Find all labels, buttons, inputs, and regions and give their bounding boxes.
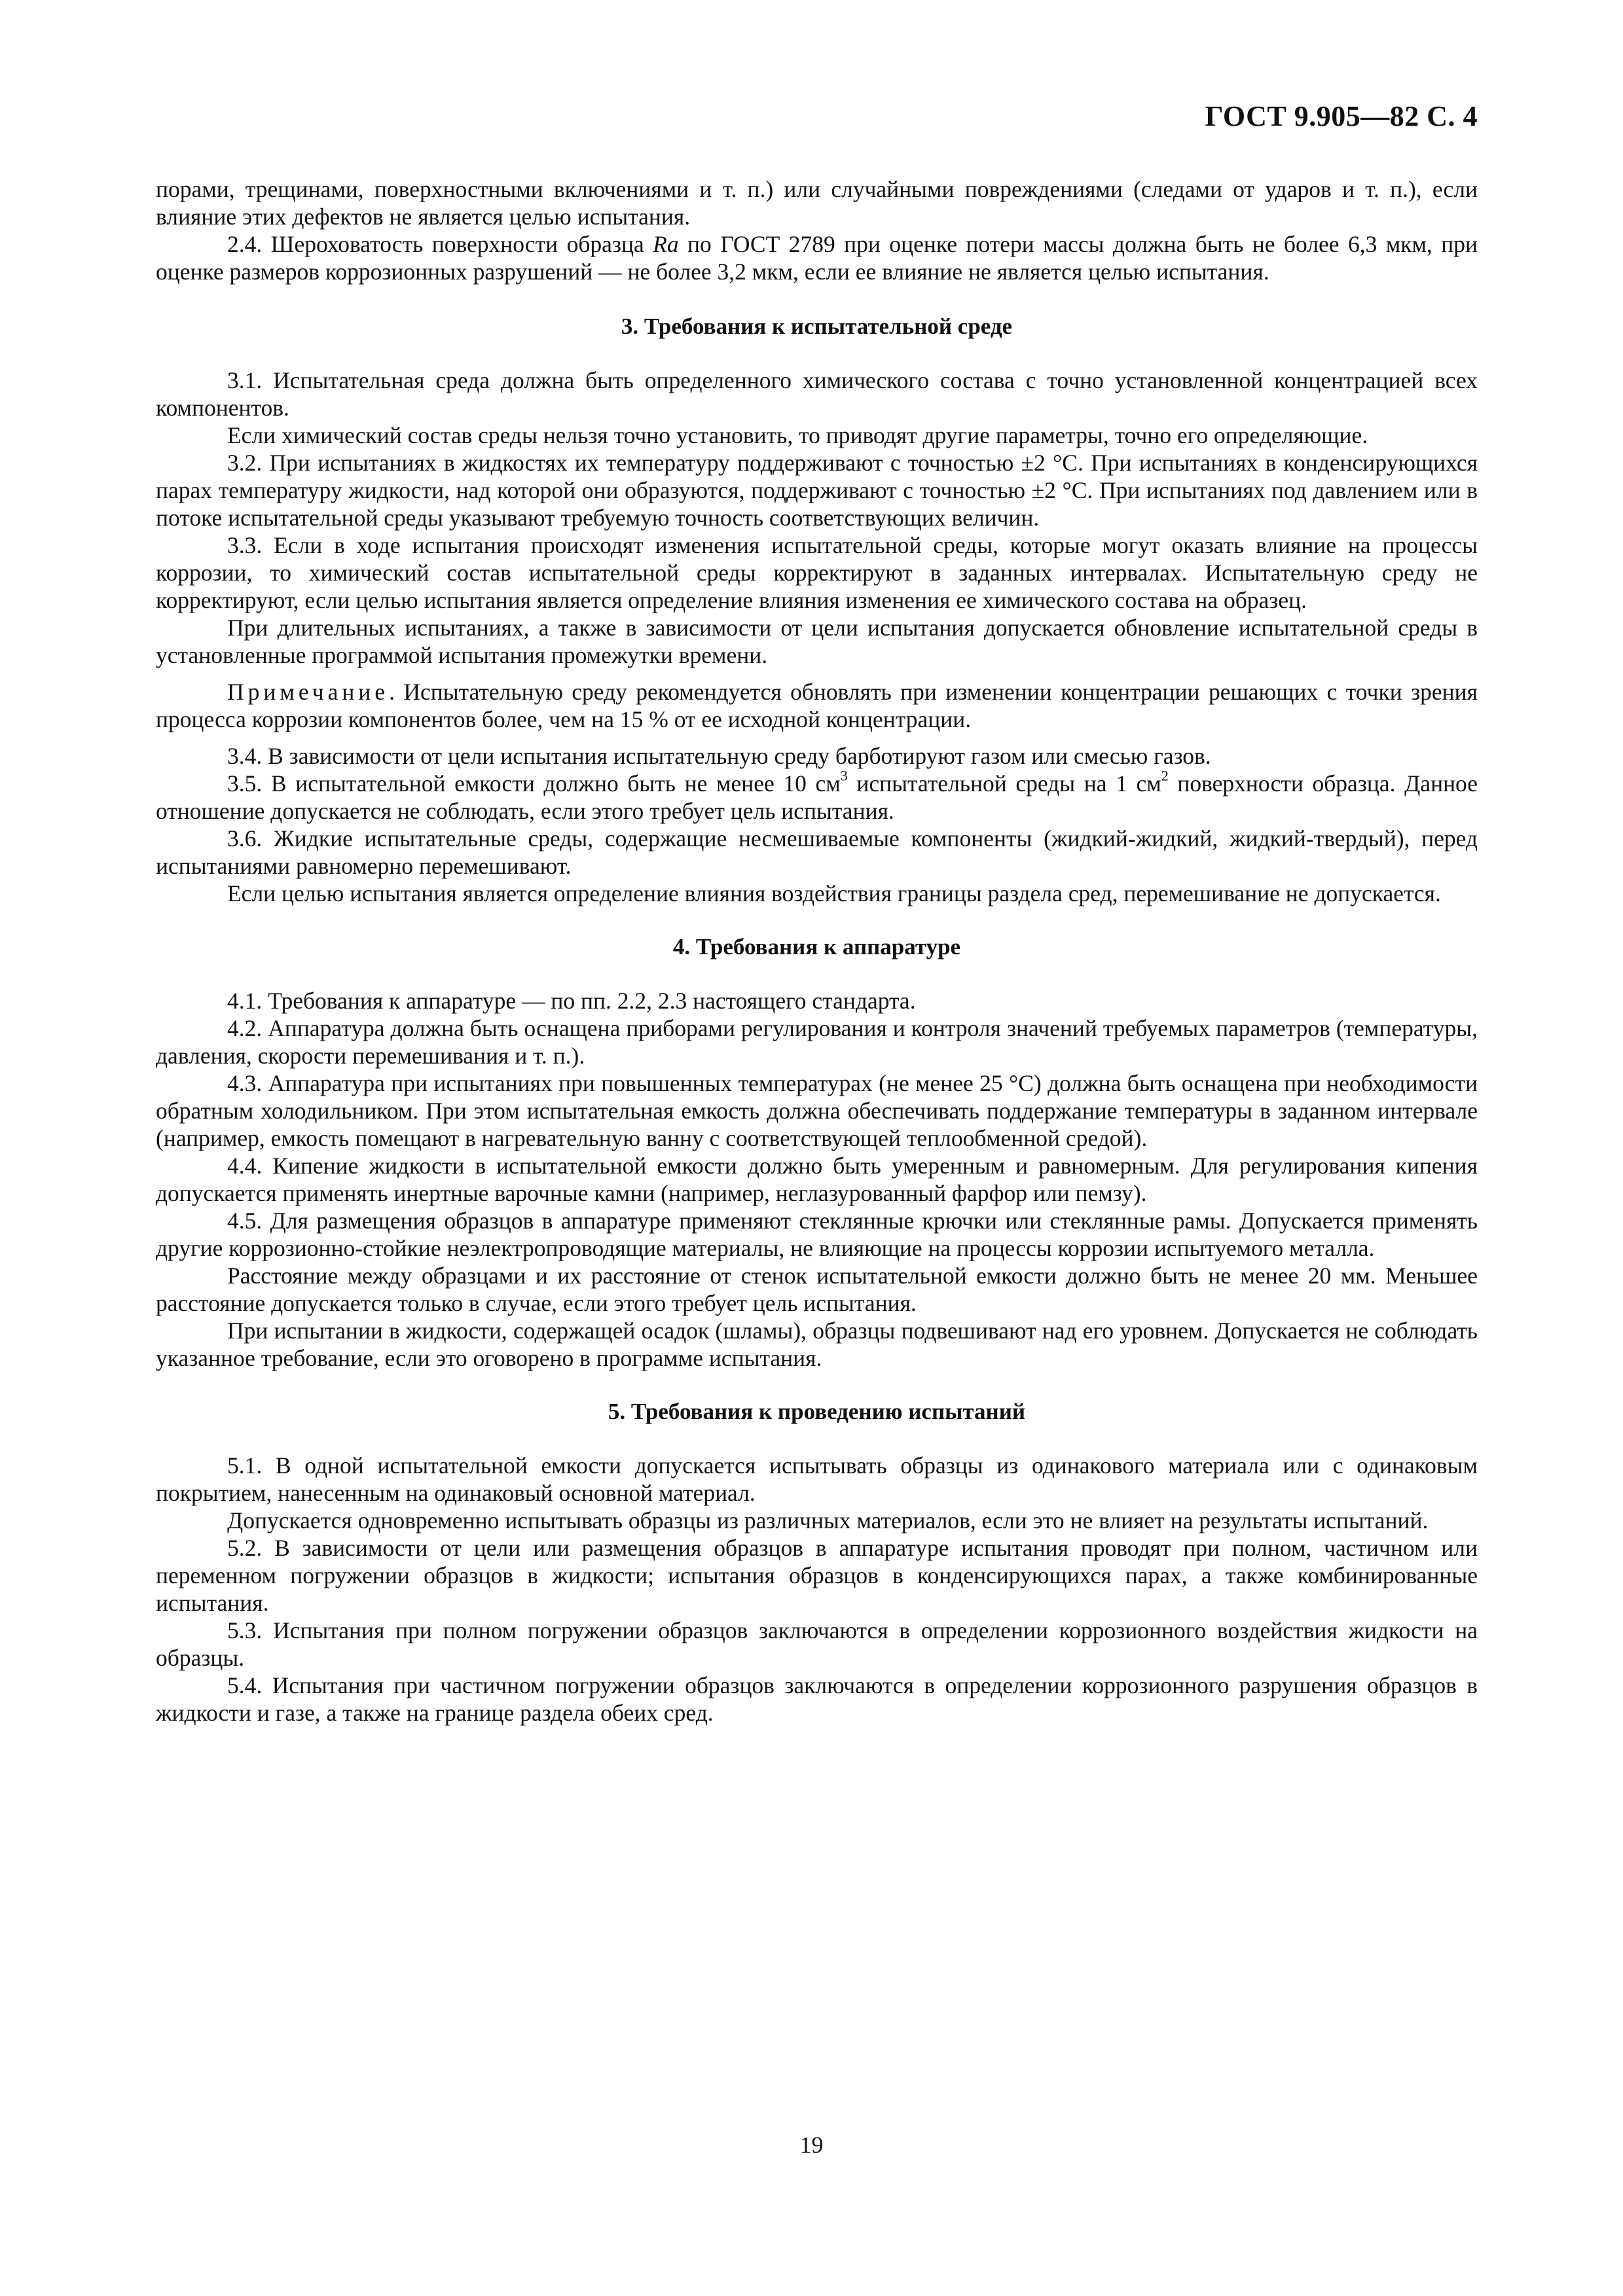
paragraph-text: по ГОСТ 2789 при оценке потери массы должна быть не более 6,3 мкм, при оценке размеров коррозионных разрушений — не более 3,2 мкм, если ее влияние не является целью испытания. (156, 231, 1478, 285)
paragraph-3-3: 3.3. Если в ходе испытания происходят изменения испытательной среды, которые могут оказать влияние на процессы коррозии, то химический состав испытательной среды корректируют в заданных интервалах. Испытательную среду не корректируют, если целью испытания является определение влияния изменения ее химического состава на образец. (156, 532, 1478, 613)
paragraph-3-5 (156, 767, 1478, 825)
superscript-3: 3 (840, 767, 848, 784)
page-number: 19 (799, 2132, 824, 2158)
paragraph-5-2: 5.2. В зависимости от цели или размещения образцов в аппаратуре испытания проводят при полном, частичном или переменном погружении образцов в жидкости; испытания образцов в конденсирующихся парах, а также комбинированные испытания. (156, 1535, 1478, 1616)
paragraph-5-1: 5.1. В одной испытательной емкости допускается испытывать образцы из одинакового материала или с одинаковым покрытием, нанесенным на одинаковый основной материал. (156, 1452, 1478, 1506)
note-text: . Испытательную среду рекомендуется обновлять при изменении концентрации решающих с точки зрения процесса коррозии компонентов более, чем на 15 % от ее исходной концентрации. (156, 679, 1478, 732)
paragraph-3-1-b: Если химический состав среды нельзя точно установить, то приводят другие параметры, точно его определяющие. (227, 422, 1368, 448)
paragraph-5-4: 5.4. Испытания при частичном погружении образцов заключаются в определении коррозионного разрушения образцов в жидкости и газе, а также на границе раздела обеих сред. (156, 1672, 1478, 1726)
section-heading-4: 4. Требования к аппаратуре (672, 934, 961, 960)
roughness-symbol: Ra (653, 231, 679, 257)
paragraph-2-4 (156, 230, 1478, 285)
page-header: ГОСТ 9.905—82 С. 4 (1205, 100, 1478, 132)
paragraph-4-5: 4.5. Для размещения образцов в аппаратуре применяют стеклянные крючки или стеклянные рамы. Допускается применять другие коррозионно-стойкие неэлектропроводящие материалы, не влияющие на процессы коррозии испытуемого металла. (156, 1208, 1478, 1261)
paragraph-text: поверхности образца. Данное отношение допускается не соблюдать, если этого требует цель испытания. (156, 770, 1478, 824)
paragraph-5-1-b: Допускается одновременно испытывать образцы из различных материалов, если это не влияет на результаты испытаний. (227, 1507, 1429, 1534)
paragraph-4-4: 4.4. Кипение жидкости в испытательной емкости должно быть умеренным и равномерным. Для регулирования кипения допускается применять инертные варочные камни (например, неглазурованный фарфор или пемзу). (156, 1153, 1478, 1206)
paragraph-continuation: порами, трещинами, поверхностными включениями и т. п.) или случайными повреждениями (следами от ударов и т. п.), если влияние этих дефектов не является целью испытания. (156, 176, 1478, 230)
paragraph-4-3: 4.3. Аппаратура при испытаниях при повышенных температурах (не менее 25 °С) должна быть оснащена при необходимости обратным холодильником. При этом испытательная емкость должна обеспечивать поддержание температуры в заданном интервале (например, емкость помещают в нагревательную ванну с соответствующей теплообменной средой). (156, 1070, 1478, 1151)
paragraph-3-6-b: Если целью испытания является определение влияния воздействия границы раздела сред, перемешивание не допускается. (227, 880, 1441, 906)
paragraph-4-2: 4.2. Аппаратура должна быть оснащена приборами регулирования и контроля значений требуемых параметров (температуры, давления, скорости перемешивания и т. п.). (156, 1015, 1478, 1069)
paragraph-4-5-c: При испытании в жидкости, содержащей осадок (шламы), образцы подвешивают над его уровнем. Допускается не соблюдать указанное требование, если это оговорено в программе испытания. (156, 1318, 1478, 1371)
paragraph-text: 2.4. Шероховатость поверхности образца (227, 231, 653, 257)
note-paragraph (156, 678, 1478, 733)
superscript-2: 2 (1161, 767, 1169, 784)
paragraph-3-3-b: При длительных испытаниях, а также в зависимости от цели испытания допускается обновление испытательной среды в установленные программой испытания промежутки времени. (156, 615, 1478, 668)
paragraph-3-1: 3.1. Испытательная среда должна быть определенного химического состава с точно установленной концентрацией всех компонентов. (156, 367, 1478, 421)
paragraph-4-1: 4.1. Требования к аппаратуре — по пп. 2.2, 2.3 настоящего стандарта. (227, 988, 916, 1014)
section-heading-3: 3. Требования к испытательной среде (621, 314, 1013, 339)
paragraph-3-6: 3.6. Жидкие испытательные среды, содержащие несмешиваемые компоненты (жидкий-жидкий, жидкий-твердый), перед испытаниями равномерно перемешивают. (156, 825, 1478, 879)
document-body (156, 175, 1478, 1727)
spacer (156, 669, 1478, 678)
paragraph-text: испытательной среды на 1 см (847, 770, 1161, 797)
paragraph-4-5-b: Расстояние между образцами и их расстояние от стенок испытательной емкости должно быть не менее 20 мм. Меньшее расстояние допускается только в случае, если этого требует цель испытания. (156, 1263, 1478, 1316)
paragraph-5-3: 5.3. Испытания при полном погружении образцов заключаются в определении коррозионного воздействия жидкости на образцы. (156, 1617, 1478, 1671)
section-heading-5: 5. Требования к проведению испытаний (608, 1399, 1026, 1424)
spacer (156, 733, 1478, 742)
paragraph-3-2: 3.2. При испытаниях в жидкостях их температуру поддерживают с точностью ±2 °С. При испытаниях в конденсирующихся парах температуру жидкости, над которой они образуются, поддерживают с точностью ±2 °С. При испытаниях под давлением или в потоке испытательной среды указывают требуемую точность соответствующих величин. (156, 450, 1478, 531)
paragraph-text: 3.5. В испытательной емкости должно быть не менее 10 см (227, 770, 841, 797)
note-label: Примечание (227, 679, 390, 705)
paragraph-3-4: 3.4. В зависимости от цели испытания испытательную среду барботируют газом или смесью газов. (227, 743, 1211, 769)
